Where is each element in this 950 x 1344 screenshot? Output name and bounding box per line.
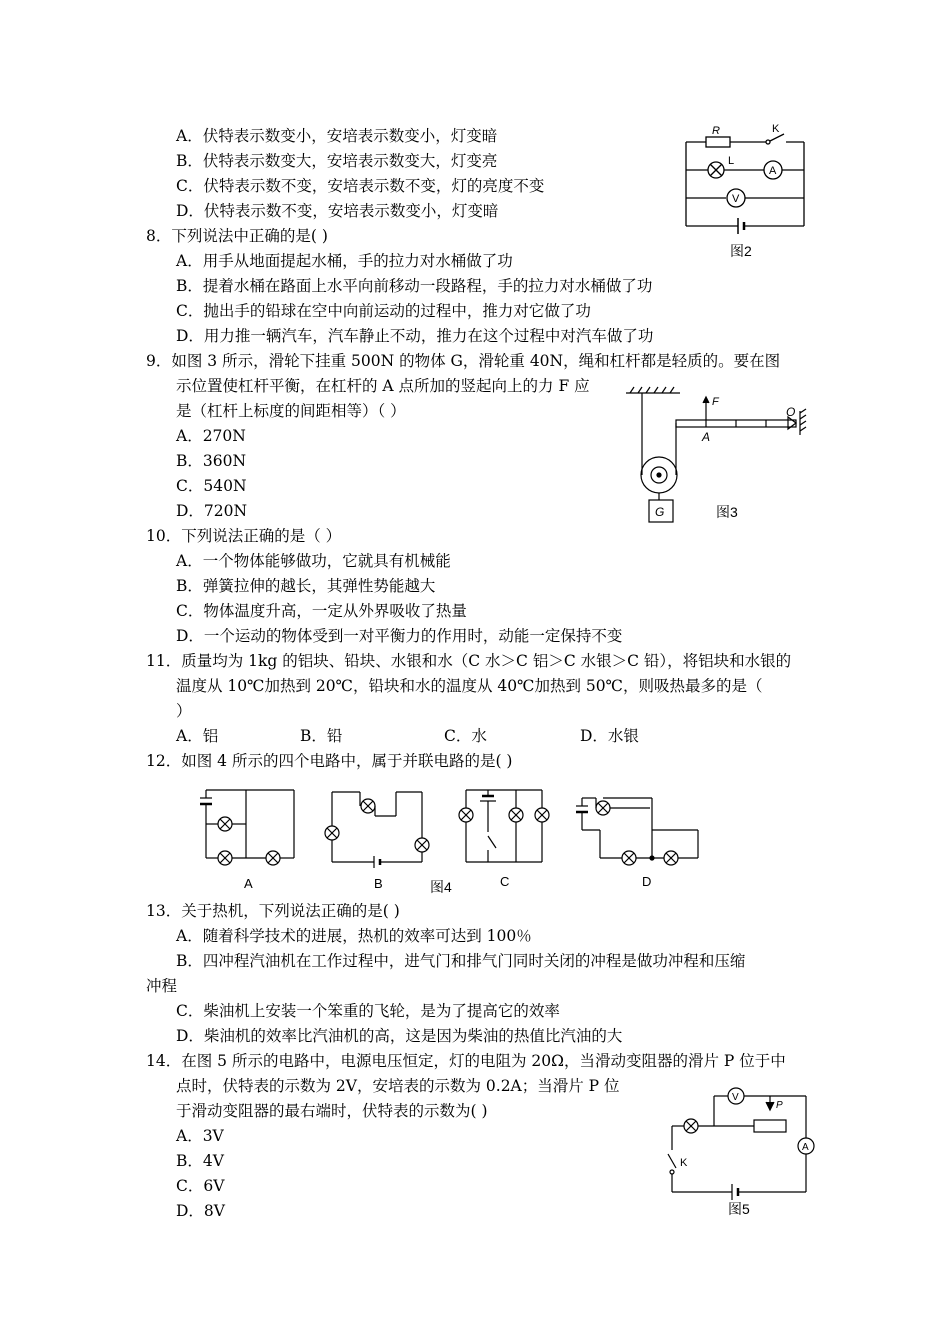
q7-option-b: B．伏特表示数变大，安培表示数变大，灯变亮 — [176, 152, 498, 170]
q13-option-a: A．随着科学技术的进展，热机的效率可达到 100％ — [176, 927, 532, 945]
q11-stem-line3: ） — [176, 702, 192, 720]
q7-option-a: A．伏特表示数变小，安培表示数变小，灯变暗 — [176, 127, 498, 145]
fig3-label-f: F — [712, 396, 719, 408]
q13-option-d: D．柴油机的效率比汽油机的高，这是因为柴油的热值比汽油的大 — [176, 1027, 623, 1045]
q8-stem: 8．下列说法中正确的是( ) — [146, 227, 328, 245]
figure-5-circuit — [660, 1082, 820, 1217]
figure-2-circuit — [680, 120, 810, 260]
circuit-c — [459, 790, 549, 862]
q13-option-b-line1: B．四冲程汽油机在工作过程中，进气门和排气门同时关闭的冲程是做功冲程和压缩 — [176, 952, 746, 970]
fig4-label-a: A — [244, 876, 253, 891]
fig2-label-k: K — [772, 123, 780, 135]
q9-option-a: A．270N — [176, 427, 246, 445]
fig4-label-d: D — [642, 874, 652, 889]
fig3-label-g: G — [655, 505, 665, 519]
q14-option-d: D．8V — [176, 1202, 225, 1220]
q9-stem-line3: 是（杠杆上标度的间距相等）（ ） — [176, 402, 406, 420]
q11-option-c: C．水 — [444, 727, 487, 745]
q9-stem-line2: 示位置使杠杆平衡，在杠杆的 A 点所加的竖起向上的力 F 应 — [176, 377, 590, 395]
fig2-label-r: R — [712, 125, 720, 137]
q9-option-b: B．360N — [176, 452, 247, 470]
figure-2-caption: 图2 — [730, 243, 752, 259]
q9-option-c: C．540N — [176, 477, 247, 495]
q14-option-a: A．3V — [176, 1127, 224, 1145]
figure-3-lever-pulley — [618, 383, 818, 528]
q10-stem: 10．下列说法正确的是（ ） — [146, 527, 342, 545]
q11-option-b: B．铅 — [300, 727, 343, 745]
circuit-b — [325, 792, 429, 868]
q11-option-d: D．水银 — [580, 727, 639, 745]
q10-option-c: C．物体温度升高，一定从外界吸收了热量 — [176, 602, 467, 620]
q10-option-a: A．一个物体能够做功，它就具有机械能 — [176, 552, 451, 570]
q11-stem-line2: 温度从 10℃加热到 20℃，铅块和水的温度从 40℃加热到 50℃，则吸热最多的是（ — [176, 677, 763, 695]
q14-stem-line1: 14．在图 5 所示的电路中，电源电压恒定，灯的电阻为 20Ω，当滑动变阻器的滑片 P 位于中 — [146, 1052, 786, 1070]
rheostat — [754, 1120, 786, 1132]
fig3-label-o: O — [786, 405, 796, 419]
q8-option-a: A．用手从地面提起水桶，手的拉力对水桶做了功 — [176, 252, 513, 270]
fig5-label-a: A — [802, 1142, 809, 1153]
q14-stem-line2: 点时，伏特表的示数为 2V，安培表的示数为 0.2A；当滑片 P 位 — [176, 1077, 620, 1095]
q9-option-d: D．720N — [176, 502, 248, 520]
circuit-d — [576, 798, 698, 865]
circuit-a — [200, 790, 294, 865]
figure-3-caption: 图3 — [716, 504, 738, 520]
fig5-label-k: K — [680, 1157, 688, 1169]
q8-option-c: C．抛出手的铅球在空中向前运动的过程中，推力对它做了功 — [176, 302, 591, 320]
fig2-label-a: A — [769, 165, 777, 177]
q10-option-b: B．弹簧拉伸的越长，其弹性势能越大 — [176, 577, 436, 595]
fig5-label-p: P — [776, 1100, 783, 1111]
q14-option-c: C．6V — [176, 1177, 225, 1195]
q13-stem: 13．关于热机，下列说法正确的是( ) — [146, 902, 400, 920]
q11-stem-line1: 11．质量均为 1kg 的铝块、铅块、水银和水（C 水＞C 铝＞C 水银＞C 铅），将铝块和水银的 — [146, 652, 792, 670]
q9-stem-line1: 9．如图 3 所示，滑轮下挂重 500N 的物体 G，滑轮重 40N，绳和杠杆都是轻质的。要在图 — [146, 352, 781, 370]
figure-5-caption: 图5 — [728, 1201, 750, 1217]
fig5-label-v: V — [732, 1092, 739, 1103]
q8-option-b: B．提着水桶在路面上水平向前移动一段路程，手的拉力对水桶做了功 — [176, 277, 653, 295]
fig4-label-b: B — [374, 876, 383, 891]
q12-stem: 12．如图 4 所示的四个电路中，属于并联电路的是( ) — [146, 752, 513, 770]
resistor-r — [706, 137, 730, 147]
q11-option-a: A．铝 — [176, 727, 219, 745]
fig2-label-l: L — [728, 155, 735, 167]
fig4-label-c: C — [500, 874, 510, 889]
fig3-label-a: A — [702, 430, 711, 444]
q7-option-d: D．伏特表示数不变，安培表示数变小，灯变暗 — [176, 202, 499, 220]
q13-option-c: C．柴油机上安装一个笨重的飞轮，是为了提高它的效率 — [176, 1002, 560, 1020]
q8-option-d: D．用力推一辆汽车，汽车静止不动，推力在这个过程中对汽车做了功 — [176, 327, 654, 345]
q13-option-b-line2: 冲程 — [146, 977, 178, 995]
q14-stem-line3: 于滑动变阻器的最右端时，伏特表的示数为( ) — [176, 1102, 488, 1120]
figure-4-circuits — [190, 780, 710, 895]
figure-4-caption: 图4 — [430, 879, 452, 895]
q7-option-c: C．伏特表示数不变，安培表示数不变，灯的亮度不变 — [176, 177, 545, 195]
fig2-label-v: V — [732, 193, 740, 205]
q10-option-d: D．一个运动的物体受到一对平衡力的作用时，动能一定保持不变 — [176, 627, 623, 645]
q14-option-b: B．4V — [176, 1152, 224, 1170]
